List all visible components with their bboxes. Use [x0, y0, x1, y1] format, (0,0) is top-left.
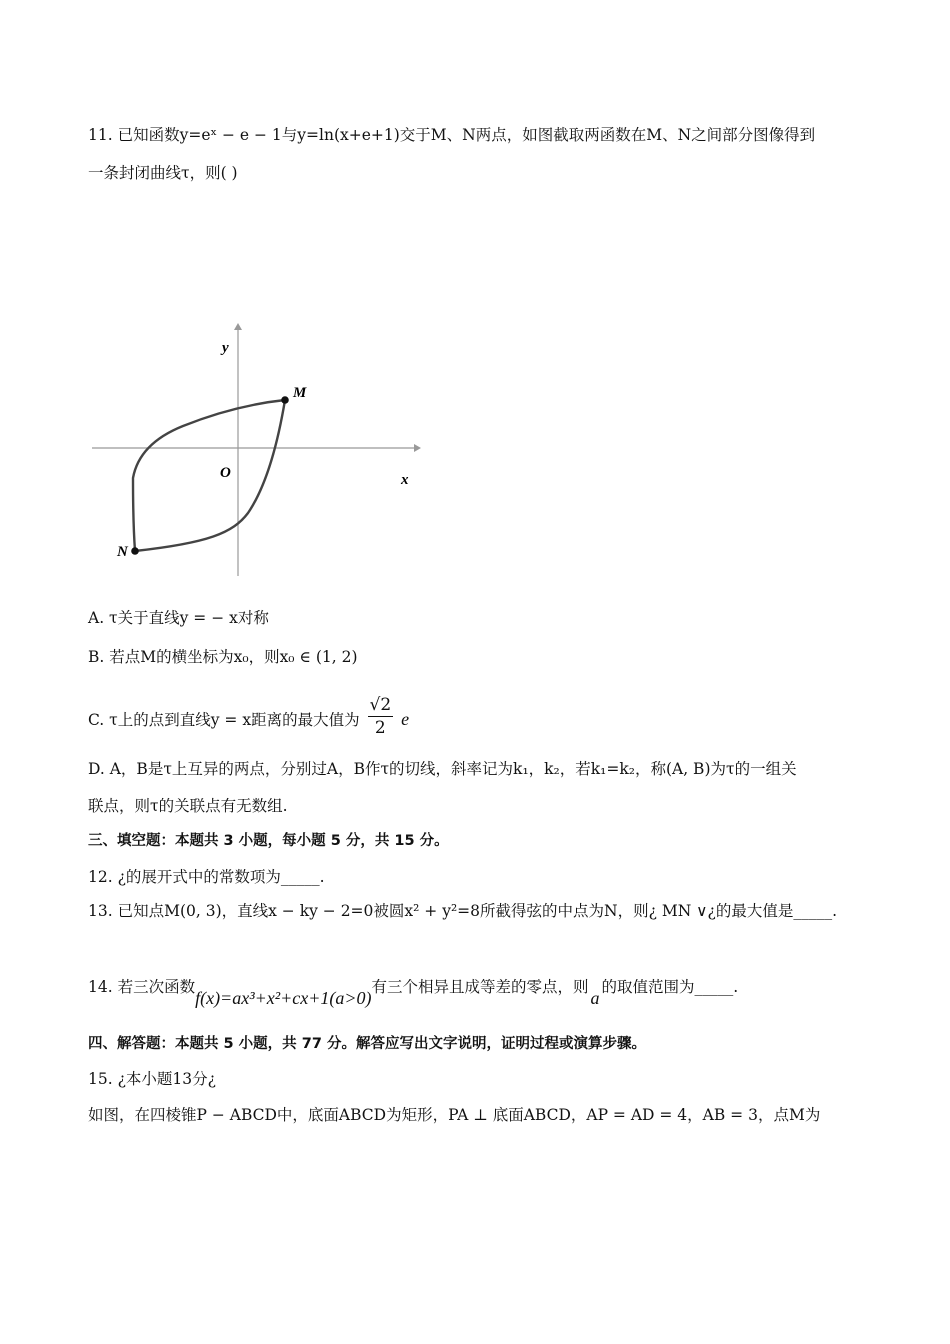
option-c-text: C. τ上的点到直线y = x距离的最大值为: [88, 711, 360, 729]
option-c-fraction: [368, 697, 394, 737]
question-14: [88, 977, 738, 1007]
section-3-heading: 三、填空题：本题共 3 小题，每小题 5 分，共 15 分。: [88, 833, 449, 849]
q14-var: a: [590, 988, 600, 1008]
option-c: [88, 697, 409, 741]
x-axis-arrow-icon: [414, 444, 421, 452]
option-d-line2: 联点，则τ的关联点有无数组.: [88, 797, 288, 815]
q14-text-b: 有三个相异且成等差的零点，则: [371, 978, 589, 996]
section-4-heading: 四、解答题：本题共 5 小题，共 77 分。解答应写出文字说明，证明过程或演算步骤。: [88, 1036, 646, 1052]
q14-text-c: 的取值范围为_____.: [601, 978, 739, 996]
curve-exp-branch: [135, 400, 285, 551]
point-m: [281, 396, 289, 404]
question-12: 12. ¿的展开式中的常数项为_____.: [88, 868, 325, 886]
question-11-stem-line2: 一条封闭曲线τ，则( ): [88, 164, 238, 182]
fraction-denominator: 2: [374, 718, 386, 738]
question-13: 13. 已知点M(0, 3)，直线x − ky − 2=0被圆x² + y²=8所截得弦的中点为N，则¿ MN ∨¿的最大值是_____.: [88, 902, 838, 920]
label-origin: O: [220, 465, 231, 481]
label-m: M: [293, 385, 307, 401]
label-n: N: [117, 544, 128, 560]
fraction-numerator: √2: [369, 695, 392, 715]
point-n: [131, 547, 139, 555]
y-axis-arrow-icon: [234, 323, 242, 330]
option-b: B. 若点M的横坐标为x₀，则x₀ ∈ (1, 2): [88, 648, 358, 666]
label-x: x: [401, 472, 409, 488]
question-15-body: 如图，在四棱锥P − ABCD中，底面ABCD为矩形，PA ⊥ 底面ABCD，AP = AD = 4，AB = 3，点M为: [88, 1106, 821, 1124]
label-y: y: [222, 340, 229, 356]
option-a: A. τ关于直线y = − x对称: [88, 609, 269, 627]
question-15-title: 15. ¿本小题13分¿: [88, 1070, 216, 1088]
option-d-line1: D. A，B是τ上互异的两点，分别过A，B作τ的切线，斜率记为k₁，k₂，若k₁=k₂，称(A, B)为τ的一组关: [88, 760, 797, 778]
closed-curve-figure: [88, 318, 428, 588]
q14-text-a: 14. 若三次函数: [88, 978, 196, 996]
option-c-tail: e: [401, 709, 410, 729]
question-11-stem-line1: 11. 已知函数y=eˣ − e − 1与y=ln(x+e+1)交于M、N两点，如图截取两函数在M、N之间部分图像得到: [88, 126, 816, 144]
curve-ln-branch: [133, 400, 285, 551]
q14-formula: f(x)=ax³+x²+cx+1(a>0): [195, 988, 372, 1008]
